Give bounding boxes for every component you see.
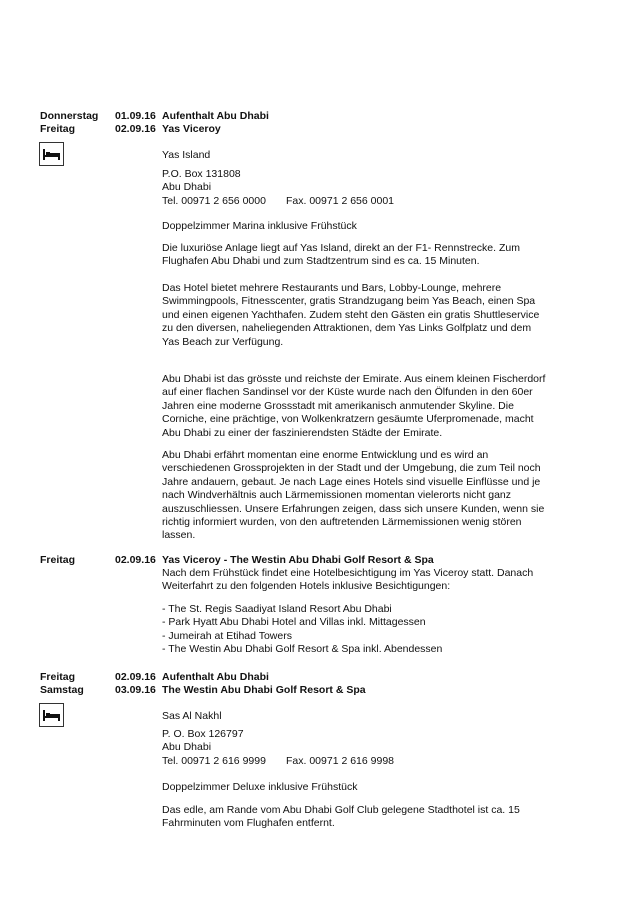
fax-number: Fax. 00971 2 656 0001 xyxy=(286,194,395,207)
hotel-amenities: Das Hotel bietet mehrere Restaurants und Bars, Lobby-Lounge, mehrere Swimmingpools, Fitnesscenter, gratis Strandzugang beim Yas Beach, einen Spa und einen eigenen Yachthafen. Zudem steht den Gästen ein gratis Shuttleservice zu den diversen, naheliegenden Attraktionen, dem Yas Links Golfplatz und dem Yas Beach zur Verfügung. xyxy=(162,282,540,348)
visit-list xyxy=(162,603,562,657)
address-line: P.O. Box 131808 xyxy=(162,168,241,180)
day-label: Freitag xyxy=(40,554,76,566)
room-type: Doppelzimmer Deluxe inklusive Frühstück xyxy=(162,781,358,793)
construction-notice: Abu Dhabi erfährt momentan eine enorme Entwicklung und es wird an verschiedenen Grossprojekten in der Stadt und der Umgebung, die zum Teil noch Jahre andauern, gebaut. Je nach Lage eines Hotels sind visuelle Einflüsse und je nach Windverhältnis auch Lärmemissionen momentan vielerorts nicht ganz auszuschliessen. Unsere Erfahrungen zeigen, dass sich unsere Kunden, wenn sie richtig informiert wurden, von den auftretenden Lärmemissionen wenig stören lassen. xyxy=(162,449,545,542)
hotel-address xyxy=(162,728,562,768)
city-description: Abu Dhabi ist das grösste und reichste der Emirate. Aus einem kleinen Fischerdorf auf einer flachen Sandinsel vor der Küste wurde nach den Ölfunden in den 60er Jahren eine moderne Grossstadt mit amerikanisch anmutender Skyline. Die Corniche, eine prächtige, von Wolkenkratzern gesäumte Uferpromenade, macht Abu Dhabi zu einer der faszinierendsten Städte der Emirate. xyxy=(162,373,546,439)
address-line: P. O. Box 126797 xyxy=(162,728,244,740)
date-label: 03.09.16 xyxy=(115,684,156,696)
date-label: 02.09.16 xyxy=(115,671,156,683)
hotel-description: Das edle, am Rande vom Abu Dhabi Golf Club gelegene Stadthotel ist ca. 15 Fahrminuten vom Flughafen entfernt. xyxy=(162,804,520,830)
phone-number: Tel. 00971 2 656 0000 xyxy=(162,194,266,207)
date-label: 01.09.16 xyxy=(115,110,156,122)
hotel-title: The Westin Abu Dhabi Golf Resort & Spa xyxy=(162,684,366,696)
day-label: Donnerstag xyxy=(40,110,99,122)
itinerary-title: Aufenthalt Abu Dhabi xyxy=(162,110,269,122)
itinerary-title: Aufenthalt Abu Dhabi xyxy=(162,671,269,683)
address-line: Abu Dhabi xyxy=(162,741,212,754)
day-label: Samstag xyxy=(40,684,84,696)
list-item: - The St. Regis Saadiyat Island Resort Abu Dhabi xyxy=(162,603,392,615)
hotel-title: Yas Viceroy xyxy=(162,123,221,135)
date-label: 02.09.16 xyxy=(115,123,156,135)
itinerary-title: Yas Viceroy - The Westin Abu Dhabi Golf Resort & Spa xyxy=(162,554,434,566)
day-label: Freitag xyxy=(40,671,76,683)
bed-icon xyxy=(39,703,64,727)
bed-icon xyxy=(39,142,64,166)
itinerary-intro: Nach dem Frühstück findet eine Hotelbesichtigung im Yas Viceroy statt. Danach Weiterfahrt zu den folgenden Hotels inklusive Besichtigungen: xyxy=(162,567,534,593)
fax-number: Fax. 00971 2 616 9998 xyxy=(286,754,395,767)
hotel-location: Yas Island xyxy=(162,149,211,161)
hotel-location: Sas Al Nakhl xyxy=(162,710,222,722)
hotel-address xyxy=(162,168,562,208)
day-label: Freitag xyxy=(40,123,76,135)
room-type: Doppelzimmer Marina inklusive Frühstück xyxy=(162,220,357,232)
list-item: - Park Hyatt Abu Dhabi Hotel and Villas inkl. Mittagessen xyxy=(162,616,426,629)
list-item: - The Westin Abu Dhabi Golf Resort & Spa inkl. Abendessen xyxy=(162,643,443,656)
date-label: 02.09.16 xyxy=(115,554,156,566)
phone-number: Tel. 00971 2 616 9999 xyxy=(162,754,266,767)
address-line: Abu Dhabi xyxy=(162,181,212,194)
list-item: - Jumeirah at Etihad Towers xyxy=(162,629,292,642)
hotel-description: Die luxuriöse Anlage liegt auf Yas Island, direkt an der F1- Rennstrecke. Zum Flughafen Abu Dhabi und zum Stadtzentrum sind es ca. 15 Minuten. xyxy=(162,242,520,268)
